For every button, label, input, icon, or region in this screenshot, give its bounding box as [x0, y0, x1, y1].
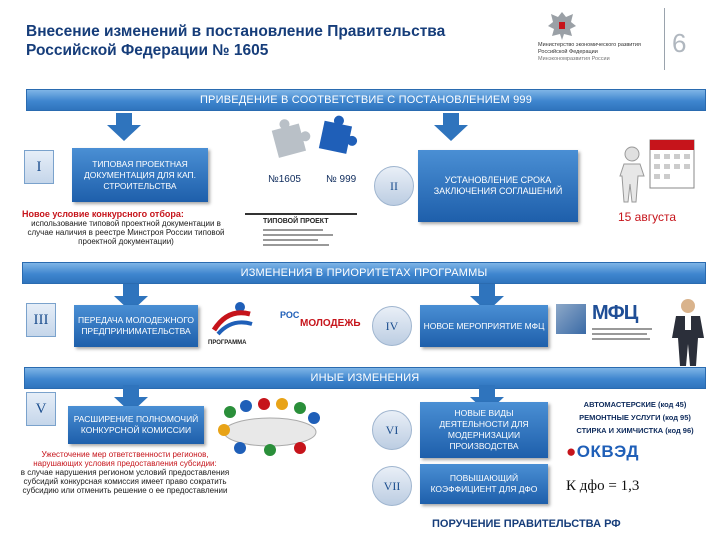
new-condition-title: Новое условие конкурсного отбора: [22, 209, 184, 219]
commission-powers-box: РАСШИРЕНИЕ ПОЛНОМОЧИЙ КОНКУРСНОЙ КОМИССИИ [68, 406, 204, 444]
coat-of-arms-icon [545, 8, 579, 42]
program-logo-text: ПРОГРАММА [208, 340, 247, 346]
roman-numeral-1: I [24, 150, 54, 184]
typical-documentation-box: ТИПОВАЯ ПРОЕКТНАЯ ДОКУМЕНТАЦИЯ ДЛЯ КАП. СТРОИТЕЛЬСТВА [72, 148, 208, 202]
page-number: 6 [672, 28, 687, 58]
businessman-icon [664, 296, 710, 368]
roman-numeral-5: V [26, 392, 56, 426]
okved-logo-mark: ● [566, 442, 577, 461]
arrow-down-icon [434, 113, 468, 141]
tightening-block [20, 450, 230, 495]
mfc-logo [556, 300, 662, 352]
decree-1605: №1605 [268, 174, 301, 185]
new-condition-text: использование типовой проектной документации в случае наличия в реестре Минстроя России типовой проектной документации) [27, 219, 225, 246]
tightening-title: Ужесточение мер ответственности регионов, нарушающих условия предоставления субсидии: [33, 450, 217, 468]
section-bar-3: ИНЫЕ ИЗМЕНЕНИЯ [24, 367, 706, 389]
tightening-text: в случае нарушения регионом условий предоставления субсидий конкурсная комиссия имеет право сократить субсидию или отменить решение о ее предоставлении [20, 468, 230, 495]
roman-numeral-6: VI [372, 410, 412, 450]
roman-numeral-3: III [26, 303, 56, 337]
new-activities-box: НОВЫЕ ВИДЫ ДЕЯТЕЛЬНОСТИ ДЛЯ МОДЕРНИЗАЦИИ ПРОИЗВОДСТВА [420, 402, 548, 458]
typical-project-title: ТИПОВОЙ ПРОЕКТ [263, 218, 329, 225]
government-order: ПОРУЧЕНИЕ ПРАВИТЕЛЬСТВА РФ [432, 518, 621, 530]
mfc-event-box: НОВОЕ МЕРОПРИЯТИЕ МФЦ [420, 305, 548, 347]
molodezh-logo-text: МОЛОДЕЖЬ [300, 318, 361, 329]
roman-numeral-2: II [374, 166, 414, 206]
typical-project-document [245, 213, 357, 259]
puzzle-gray-icon [266, 112, 316, 162]
header-divider [664, 8, 665, 70]
decree-999: № 999 [326, 174, 357, 185]
okved-logo-text: ОКВЭД [576, 442, 639, 461]
puzzle-blue-icon [314, 110, 364, 160]
section-bar-1: ПРИВЕДЕНИЕ В СООТВЕТСТВИЕ С ПОСТАНОВЛЕНИЕМ 999 [26, 89, 706, 111]
meeting-table-icon [210, 392, 330, 456]
ministry-label: Министерство экономического развития Российской Федерации Минэкономразвития России [538, 42, 641, 62]
far-east-coefficient-box: ПОВЫШАЮЩИЙ КОЭФФИЦИЕНТ ДЛЯ ДФО [420, 464, 548, 504]
youth-entrepreneurship-box: ПЕРЕДАЧА МОЛОДЕЖНОГО ПРЕДПРИНИМАТЕЛЬСТВА [74, 305, 198, 347]
calendar-person-icon [612, 134, 704, 206]
program-logo-icon [210, 300, 256, 336]
coefficient-value: К дфо = 1,3 [566, 478, 640, 494]
mfc-logo-text: МФЦ [592, 302, 638, 324]
okved-codes: АВТОМАСТЕРСКИЕ (код 45) РЕМОНТНЫЕ УСЛУГИ (код 95) СТИРКА И ХИМЧИСТКА (код 96) [576, 400, 694, 435]
ros-logo-text: РОС [280, 310, 300, 320]
okved-logo [566, 442, 639, 462]
agreement-deadline-box: УСТАНОВЛЕНИЕ СРОКА ЗАКЛЮЧЕНИЯ СОГЛАШЕНИЙ [418, 150, 578, 222]
roman-numeral-4: IV [372, 306, 412, 346]
deadline-date: 15 августа [618, 210, 677, 224]
page-title: Внесение изменений в постановление Правительства Российской Федерации № 1605 [26, 23, 446, 59]
section-bar-2: ИЗМЕНЕНИЯ В ПРИОРИТЕТАХ ПРОГРАММЫ [22, 262, 706, 284]
arrow-down-icon [107, 113, 141, 141]
roman-numeral-7: VII [372, 466, 412, 506]
